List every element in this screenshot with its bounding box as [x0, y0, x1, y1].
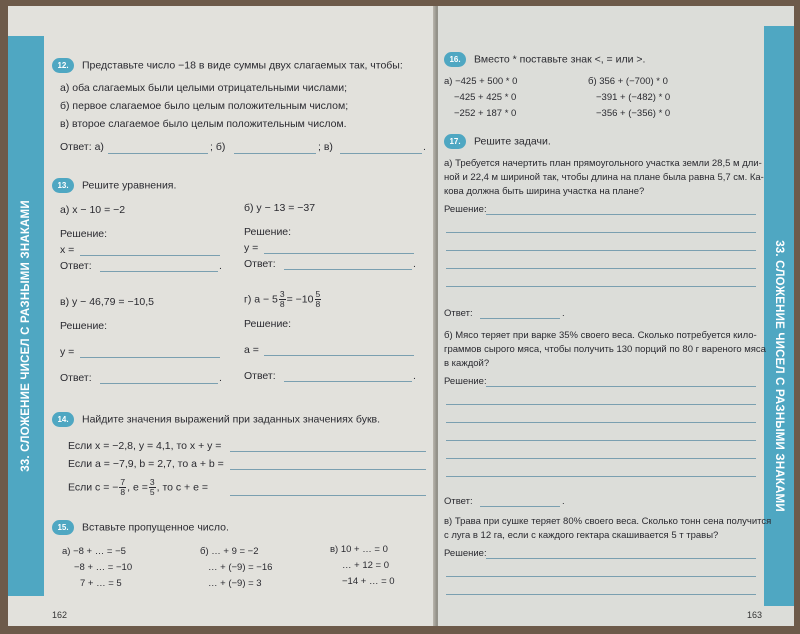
exercise-17-header — [444, 134, 551, 149]
exercise-number: 13. — [52, 178, 74, 193]
left-page — [8, 6, 436, 626]
ex17-c-line-2[interactable] — [446, 576, 756, 577]
ex13-v-dot: . — [219, 372, 222, 384]
ex13-eq-b: б) y − 13 = −37 — [244, 202, 316, 214]
ex17-a-text-3: кова должна быть ширина участка на плане? — [444, 186, 645, 197]
ex12-answer-c-line[interactable] — [340, 153, 422, 154]
ex13-g-answer-line[interactable] — [284, 381, 412, 382]
ex17-b-line-6[interactable] — [446, 476, 756, 477]
numerator: 3 — [279, 289, 285, 299]
ex17-a-line-1[interactable] — [486, 214, 756, 215]
ex16-b-1: б) 356 + (−700) * 0 — [588, 76, 668, 87]
ex13-g-mid: = −10 — [286, 293, 314, 306]
ex17-c-solution: Решение: — [444, 548, 487, 559]
ex17-a-line-5[interactable] — [446, 286, 756, 287]
ex13-a-dot: . — [219, 260, 222, 272]
ex17-b-text-2: граммов сырого мяса, чтобы получить 130 порций по 80 г вареного мяса — [444, 344, 766, 355]
exercise-number: 14. — [52, 412, 74, 427]
ex17-b-line-5[interactable] — [446, 458, 756, 459]
ex16-b-3: −356 + (−356) * 0 — [596, 108, 671, 119]
exercise-14-title: Найдите значения выражений при заданных значениях букв. — [82, 413, 381, 426]
ex12-item-a: а) оба слагаемых были целыми отрицательными числами; — [60, 82, 348, 94]
ex13-eq-g — [244, 290, 322, 309]
ex13-v-y-line[interactable] — [80, 357, 220, 358]
ex15-c-2: … + 12 = 0 — [342, 560, 390, 571]
ex17-a-line-2[interactable] — [446, 232, 756, 233]
chapter-title-right: 33. СЛОЖЕНИЕ ЧИСЕЛ С РАЗНЫМИ ЗНАКАМИ — [773, 240, 785, 512]
ex17-b-text-3: в каждой? — [444, 358, 490, 369]
exercise-16-header — [444, 52, 645, 67]
ex17-b-line-3[interactable] — [446, 422, 756, 423]
ex13-eq-a: а) x − 10 = −2 — [60, 204, 126, 216]
fraction — [119, 478, 126, 497]
ex13-a-solution: Решение: — [60, 228, 108, 240]
denominator: 8 — [120, 487, 126, 497]
ex15-a-2: −8 + … = −10 — [74, 562, 133, 573]
ex13-b-dot: . — [413, 258, 416, 270]
chapter-title-left: 33. СЛОЖЕНИЕ ЧИСЕЛ С РАЗНЫМИ ЗНАКАМИ — [20, 200, 32, 472]
exercise-number: 17. — [444, 134, 466, 149]
denominator: 5 — [149, 487, 155, 497]
ex15-c-1: в) 10 + … = 0 — [330, 544, 388, 555]
ex17-b-dot: . — [562, 496, 565, 507]
ex12-answer-a-line[interactable] — [108, 153, 208, 154]
ex17-a-solution: Решение: — [444, 204, 487, 215]
ex13-v-y: y = — [60, 346, 75, 358]
right-page — [438, 6, 794, 626]
ex15-b-3: … + (−9) = 3 — [208, 578, 262, 589]
ex13-g-a: a = — [244, 344, 259, 356]
ex15-a-3: 7 + … = 5 — [80, 578, 122, 589]
denominator: 8 — [279, 299, 285, 309]
exercise-15-title: Вставьте пропущенное число. — [82, 521, 229, 534]
ex16-a-3: −252 + 187 * 0 — [454, 108, 517, 119]
ex13-g-pre: г) a − 5 — [244, 293, 278, 306]
ex16-a-2: −425 + 425 * 0 — [454, 92, 517, 103]
ex16-b-2: −391 + (−482) * 0 — [596, 92, 671, 103]
ex13-b-y: y = — [244, 242, 259, 254]
fraction — [149, 478, 156, 497]
ex13-b-answer: Ответ: — [244, 258, 276, 270]
ex13-g-answer: Ответ: — [244, 370, 276, 382]
ex13-v-solution: Решение: — [60, 320, 108, 332]
ex17-b-line-4[interactable] — [446, 440, 756, 441]
exercise-12-title: Представьте число −18 в виде суммы двух слагаемых так, чтобы: — [82, 59, 403, 72]
ex17-c-text-2: с луга в 12 га, если с каждого гектара скашивается 5 т травы? — [444, 530, 719, 541]
ex17-b-text-1: б) Мясо теряет при варке 35% своего веса. Сколько потребуется кило- — [444, 330, 757, 341]
ex16-a-1: а) −425 + 500 * 0 — [444, 76, 518, 87]
numerator: 7 — [120, 477, 126, 487]
numerator: 5 — [315, 289, 321, 299]
ex13-b-solution: Решение: — [244, 226, 292, 238]
exercise-number: 15. — [52, 520, 74, 535]
ex17-a-dot: . — [562, 308, 565, 319]
ex17-b-line-1[interactable] — [486, 386, 756, 387]
ex17-b-solution: Решение: — [444, 376, 487, 387]
denominator: 8 — [315, 299, 321, 309]
ex13-b-answer-line[interactable] — [284, 269, 412, 270]
exercise-16-title: Вместо * поставьте знак <, = или >. — [474, 53, 646, 66]
ex14-line-1: Если x = −2,8, y = 4,1, то x + y = — [68, 440, 222, 452]
ex12-answer-label: Ответ: а) — [60, 141, 104, 153]
ex15-a-1: а) −8 + … = −5 — [62, 546, 126, 557]
ex12-end: . — [423, 141, 426, 153]
ex13-g-solution: Решение: — [244, 318, 292, 330]
ex14-line-3-answer[interactable] — [230, 495, 426, 496]
ex15-b-2: … + (−9) = −16 — [208, 562, 273, 573]
ex13-v-answer-line[interactable] — [100, 383, 218, 384]
ex14-line-2: Если a = −7,9, b = 2,7, то a + b = — [68, 458, 224, 470]
ex12-item-c: в) второе слагаемое было целым положительным числом. — [60, 118, 347, 130]
ex13-a-x-line[interactable] — [80, 255, 220, 256]
ex14-l3-pre: Если c = − — [68, 481, 119, 494]
ex14-l3-mid: , e = — [127, 481, 148, 494]
ex13-g-a-line[interactable] — [264, 355, 414, 356]
exercise-13-header — [52, 178, 176, 193]
exercise-12-header — [52, 58, 403, 73]
ex14-line-2-answer[interactable] — [230, 469, 426, 470]
ex17-a-line-4[interactable] — [446, 268, 756, 269]
ex17-c-text-1: в) Трава при сушке теряет 80% своего веса. Сколько тонн сена получится — [444, 516, 772, 527]
ex12-sep-c: ; в) — [318, 141, 333, 153]
ex17-a-answer-line[interactable] — [480, 318, 560, 319]
ex17-a-text-1: а) Требуется начертить план прямоугольного участка земли 28,5 м дли- — [444, 158, 762, 169]
ex12-sep-b: ; б) — [210, 141, 226, 153]
ex13-b-y-line[interactable] — [264, 253, 414, 254]
ex13-a-answer-line[interactable] — [100, 271, 218, 272]
ex17-c-line-1[interactable] — [486, 558, 756, 559]
exercise-17-title: Решите задачи. — [474, 135, 551, 148]
chapter-tab-left — [8, 36, 44, 596]
ex17-a-text-2: ной и 22,4 м шириной так, чтобы длина на плане была равна 5,7 см. Ка- — [444, 172, 764, 183]
exercise-number: 16. — [444, 52, 466, 67]
ex17-c-line-3[interactable] — [446, 594, 756, 595]
ex12-item-b: б) первое слагаемое было целым положительным числом; — [60, 100, 349, 112]
ex14-line-3 — [68, 478, 208, 497]
exercise-14-header — [52, 412, 380, 427]
ex14-line-1-answer[interactable] — [230, 451, 426, 452]
ex13-a-x: x = — [60, 244, 75, 256]
ex13-g-dot: . — [413, 370, 416, 382]
numerator: 3 — [149, 477, 155, 487]
ex14-l3-post: , то c + e = — [156, 481, 208, 494]
ex12-answer-b-line[interactable] — [234, 153, 316, 154]
ex17-a-answer: Ответ: — [444, 308, 473, 319]
fraction — [315, 290, 322, 309]
ex17-a-line-3[interactable] — [446, 250, 756, 251]
ex17-b-line-2[interactable] — [446, 404, 756, 405]
exercise-15-header — [52, 520, 229, 535]
ex17-b-answer: Ответ: — [444, 496, 473, 507]
ex15-b-1: б) … + 9 = −2 — [200, 546, 259, 557]
exercise-number: 12. — [52, 58, 74, 73]
fraction — [279, 290, 286, 309]
exercise-13-title: Решите уравнения. — [82, 179, 177, 192]
page-number-right: 163 — [746, 610, 762, 620]
ex17-b-answer-line[interactable] — [480, 506, 560, 507]
page-number-left: 162 — [52, 610, 68, 620]
ex13-eq-v: в) y − 46,79 = −10,5 — [60, 296, 155, 308]
ex13-v-answer: Ответ: — [60, 372, 92, 384]
ex13-a-answer: Ответ: — [60, 260, 92, 272]
ex15-c-3: −14 + … = 0 — [342, 576, 395, 587]
